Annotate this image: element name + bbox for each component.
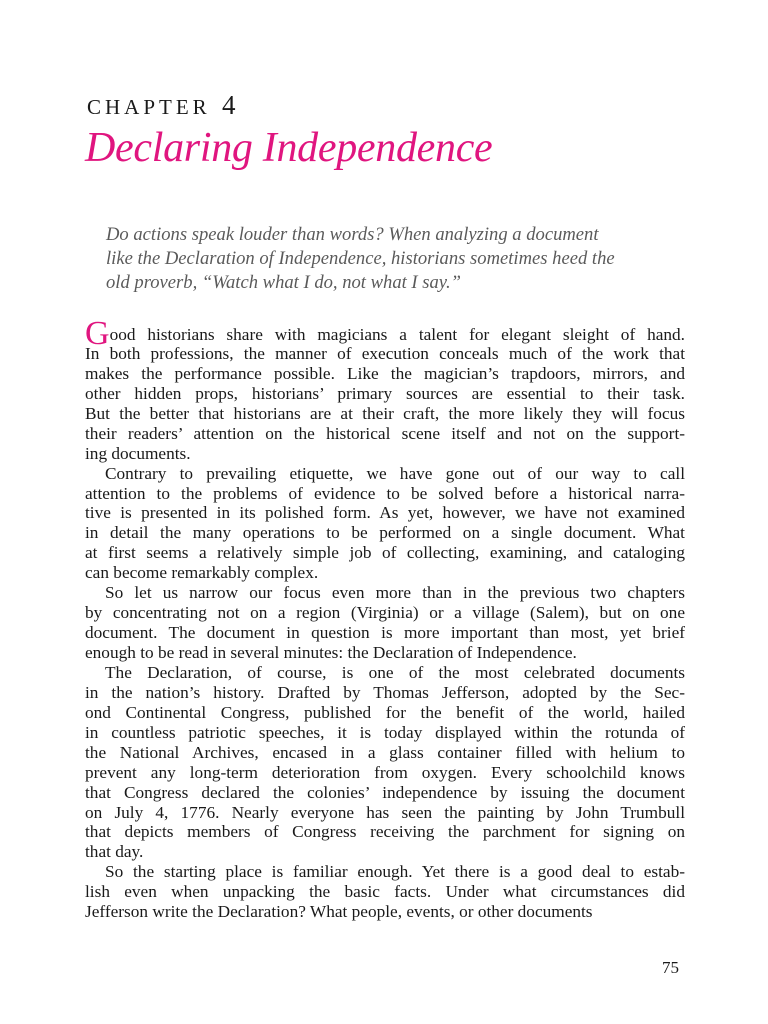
text-line: The Declaration, of course, is one of the most celebrated documents (105, 662, 685, 682)
text-line: makes the performance possible. Like the magician’s trapdoors, mirrors, and (85, 363, 685, 383)
text-line: ing documents. (85, 443, 191, 463)
page-number: 75 (662, 958, 679, 977)
text-line: at first seems a relatively simple job of collecting, examining, and cataloging (85, 543, 685, 563)
paragraph (85, 315, 685, 464)
epigraph-line: old proverb, “Watch what I do, not what I say.” (106, 272, 462, 293)
text-line (85, 315, 685, 352)
text-line-content: ood historians share with magicians a talent for elegant sleight of hand. (109, 325, 685, 344)
text-line: But the better that historians are at their craft, the more likely they will focus (85, 403, 685, 423)
text-line: other hidden props, historians’ primary sources are essential to their task. (85, 383, 685, 403)
text-line: by concentrating not on a region (Virginia) or a village (Salem), but on one (85, 603, 685, 623)
paragraph (85, 862, 685, 922)
drop-cap: G (85, 315, 110, 352)
text-line: So the starting place is familiar enough. Yet there is a good deal to estab- (105, 862, 685, 882)
paragraph (85, 464, 685, 584)
chapter-label (87, 90, 235, 121)
text-line: tive is presented in its polished form. As yet, however, we have not examined (85, 503, 685, 523)
text-line: can become remarkably complex. (85, 563, 319, 583)
chapter-title: Declaring Independence (85, 125, 493, 171)
text-line: that Congress declared the colonies’ independence by issuing the document (85, 782, 685, 802)
text-line: Contrary to prevailing etiquette, we have gone out of our way to call (105, 463, 685, 483)
text-line: on July 4, 1776. Nearly everyone has seen the painting by John Trumbull (85, 802, 685, 822)
epigraph-line: like the Declaration of Independence, historians sometimes heed the (106, 248, 615, 269)
text-line: prevent any long-term deterioration from oxygen. Every schoolchild knows (85, 762, 685, 782)
text-line: attention to the problems of evidence to be solved before a historical narra- (85, 483, 685, 503)
text-line: that day. (85, 842, 144, 862)
epigraph (106, 223, 666, 295)
chapter-label-text: CHAPTER (87, 95, 211, 119)
body-text (85, 315, 685, 922)
paragraph (85, 583, 685, 663)
paragraph (85, 663, 685, 862)
text-line: the National Archives, encased in a glass container filled with helium to (85, 742, 685, 762)
text-line: in countless patriotic speeches, it is today displayed within the rotunda of (85, 722, 685, 742)
text-line: in the nation’s history. Drafted by Thomas Jefferson, adopted by the Sec- (85, 682, 685, 702)
text-line: ond Continental Congress, published for the benefit of the world, hailed (85, 702, 685, 722)
chapter-number: 4 (221, 90, 236, 120)
text-line: document. The document in question is more important than most, yet brief (85, 623, 685, 643)
text-line: So let us narrow our focus even more than in the previous two chapters (105, 583, 685, 603)
text-line: In both professions, the manner of execution conceals much of the work that (85, 343, 685, 363)
text-line: lish even when unpacking the basic facts. Under what circumstances did (85, 882, 685, 902)
epigraph-line: Do actions speak louder than words? When analyzing a document (106, 224, 599, 245)
text-line: Jefferson write the Declaration? What people, events, or other documents (85, 902, 593, 922)
text-line: that depicts members of Congress receiving the parchment for signing on (85, 822, 685, 842)
text-line: enough to be read in several minutes: the Declaration of Independence. (85, 643, 577, 662)
text-line: their readers’ attention on the historical scene itself and not on the support- (85, 423, 685, 443)
text-line: in detail the many operations to be performed on a single document. What (85, 523, 685, 543)
